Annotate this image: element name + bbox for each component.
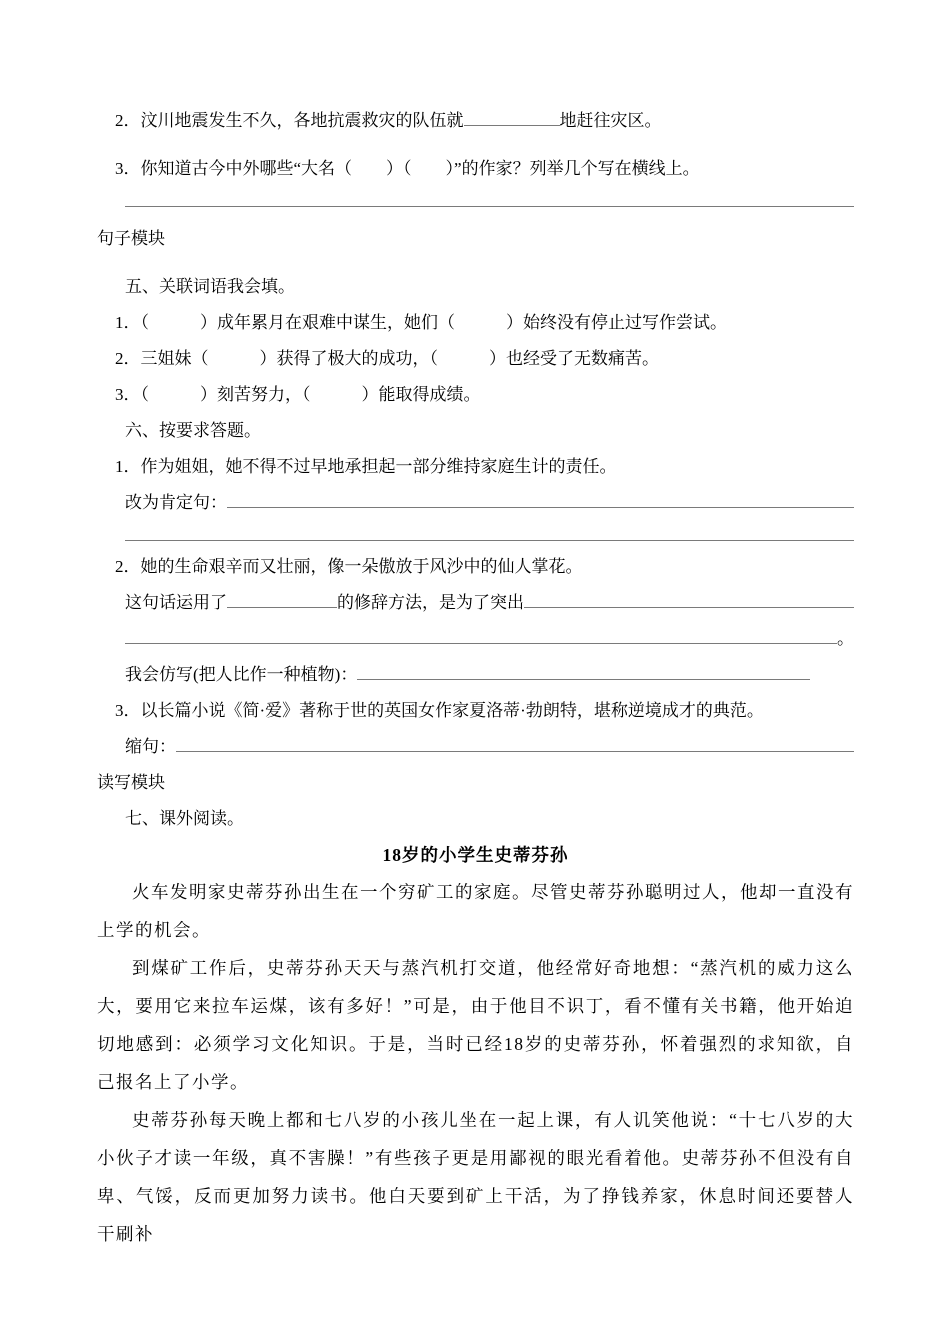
section-6-q1 — [97, 449, 854, 485]
answer-prompt: 缩句： — [125, 737, 176, 756]
line-end-punctuation: 。 — [837, 629, 854, 648]
question-text: 1．作为姐姐，她不得不过早地承担起一部分维持家庭生计的责任。 — [115, 457, 617, 476]
question-text: 2．三姐妹（ ）获得了极大的成功，（ ）也经受了无数痛苦。 — [115, 349, 659, 368]
section-5-item-3 — [97, 377, 854, 413]
answer-underline — [125, 539, 854, 541]
module-header-text: 读写模块 — [97, 773, 165, 792]
question-text: 3．（ ）刻苦努力，（ ）能取得成绩。 — [115, 385, 481, 404]
answer-write-line — [97, 187, 854, 215]
section-title-text: 五、关联词语我会填。 — [125, 277, 295, 296]
answer-prompt: 这句话运用了 — [125, 593, 227, 612]
question-vocab-2 — [97, 103, 854, 139]
section-6-q2-analysis — [97, 585, 854, 621]
answer-prompt: 的修辞方法，是为了突出 — [337, 593, 524, 612]
section-7-title — [97, 801, 854, 837]
section-6-q2-imitate — [97, 657, 854, 693]
section-6-q3 — [97, 693, 854, 729]
section-6-q1-answer — [97, 485, 854, 521]
section-5-item-2 — [97, 341, 854, 377]
module-header-reading — [97, 765, 854, 801]
module-header-text: 句子模块 — [97, 229, 165, 248]
section-title-text: 七、课外阅读。 — [125, 809, 244, 828]
article-paragraph-1: 火车发明家史蒂芬孙出生在一个穷矿工的家庭。尽管史蒂芬孙聪明过人，他却一直没有上学的机会。 — [97, 882, 854, 940]
article-paragraph-2: 到煤矿工作后，史蒂芬孙天天与蒸汽机打交道，他经常好奇地想：“蒸汽机的威力这么大，要用它来拉车运煤，该有多好！”可是，由于他目不识丁，看不懂有关书籍，他开始迫切地感到：必须学习文化知识。于是，当时已经18岁的史蒂芬孙，怀着强烈的求知欲，自己报名上了小学。 — [97, 958, 854, 1092]
article-paragraph-3: 史蒂芬孙每天晚上都和七八岁的小孩儿坐在一起上课，有人讥笑他说：“十七八岁的大小伙子才读一年级，真不害臊！”有些孩子更是用鄙视的眼光看着他。史蒂芬孙不但没有自卑、气馁，反而更加努力读书。他白天要到矿上干活，为了挣钱养家，休息时间还要替人干刷补 — [97, 1110, 854, 1244]
answer-underline — [125, 205, 854, 207]
section-6-q3-answer — [97, 729, 854, 765]
section-5-item-1 — [97, 305, 854, 341]
article-title: 18岁的小学生史蒂芬孙 — [382, 845, 569, 865]
section-6-title — [97, 413, 854, 449]
module-header-sentence — [97, 221, 854, 257]
question-text: 3．你知道古今中外哪些“大名（ ）（ ）”的作家？列举几个写在横线上。 — [115, 159, 700, 178]
answer-underline — [227, 506, 854, 508]
answer-underline — [357, 678, 810, 680]
question-text: 2．她的生命艰辛而又壮丽，像一朵傲放于风沙中的仙人掌花。 — [115, 557, 583, 576]
answer-underline — [524, 606, 854, 608]
section-5-title — [97, 269, 854, 305]
answer-prompt: 我会仿写(把人比作一种植物)： — [125, 665, 358, 684]
section-title-text: 六、按要求答题。 — [125, 421, 261, 440]
section-6-q2-analysis-continued — [97, 621, 854, 657]
fill-in-blank — [464, 124, 560, 126]
question-text: 3．以长篇小说《简·爱》著称于世的英国女作家夏洛蒂·勃朗特，堪称逆境成才的典范。 — [115, 701, 764, 720]
question-vocab-3 — [97, 151, 854, 187]
answer-underline — [176, 750, 854, 752]
answer-write-line — [97, 521, 854, 549]
question-text-after-blank: 地赶往灾区。 — [559, 111, 662, 130]
section-6-q2 — [97, 549, 854, 585]
answer-prompt: 改为肯定句： — [125, 493, 227, 512]
question-text: 1．（ ）成年累月在艰难中谋生，她们（ ）始终没有停止过写作尝试。 — [115, 313, 727, 332]
fill-in-blank — [227, 606, 337, 608]
question-text-before-blank: 2．汶川地震发生不久，各地抗震救灾的队伍就 — [115, 111, 464, 130]
answer-underline — [125, 642, 837, 644]
